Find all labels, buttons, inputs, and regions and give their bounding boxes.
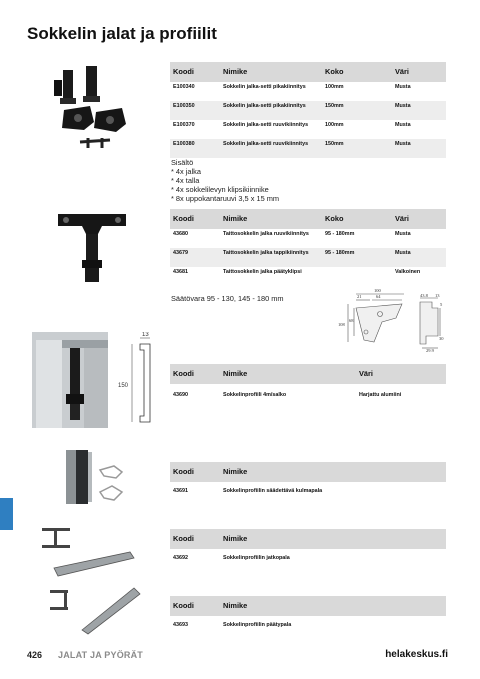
folding-plinth-leg-image <box>52 204 132 286</box>
table-row <box>170 549 446 572</box>
table-row <box>170 482 446 505</box>
header-name: Nimike <box>220 364 356 384</box>
cell-size: 100mm <box>325 84 344 90</box>
cell-code: 43681 <box>173 269 188 275</box>
dim-label: 43.8 <box>420 293 428 298</box>
table-corner-piece <box>170 462 446 505</box>
header-color: Väri <box>392 62 446 82</box>
contents-block <box>171 158 279 203</box>
joint-piece-image <box>38 524 138 582</box>
header-size: Koko <box>322 62 392 82</box>
table-row <box>170 384 446 409</box>
cell-size: 150mm <box>322 139 392 158</box>
page-title: Sokkelin jalat ja profiilit <box>27 24 217 43</box>
contents-item: * 4x sokkelilevyn klipsikiinnike <box>171 185 269 194</box>
dim-label: 21 <box>357 294 362 299</box>
cell-color: Musta <box>392 139 446 158</box>
header-color: Väri <box>356 364 446 384</box>
profile-height-label: 150 <box>118 383 129 389</box>
cell-code: E100340 <box>173 84 195 90</box>
header-code: Koodi <box>170 62 220 82</box>
header-color: Väri <box>392 209 446 229</box>
cell-size: 95 - 180mm <box>322 248 392 267</box>
cell-color: Valkoinen <box>395 269 421 275</box>
cell-size: 95 - 180mm <box>325 231 355 237</box>
cell-name: Taittosokkelin jalka päätyklipsi <box>223 269 302 275</box>
header-code: Koodi <box>170 596 220 616</box>
cell-name: Sokkelinprofiili 4m/salko <box>223 392 287 398</box>
cell-code: 43679 <box>170 248 220 267</box>
cell-name: Taittosokkelin jalka ruuvikiinnitys <box>223 231 309 237</box>
dim-label: 64 <box>376 294 381 299</box>
cell-code: E100350 <box>170 101 220 120</box>
cell-size: 150mm <box>322 101 392 120</box>
table-end-piece <box>170 596 446 639</box>
table-row <box>170 101 446 120</box>
cell-code: 43692 <box>173 555 188 561</box>
cell-code: 43693 <box>173 622 188 628</box>
cell-name: Sokkelin jalka-setti pikakiinnitys <box>220 101 322 120</box>
dim-label: 5 <box>440 302 443 307</box>
plinth-profile-photo <box>32 332 108 428</box>
cell-name: Sokkelinprofiilin päätypala <box>223 622 292 628</box>
cell-name: Taittosokkelin jalka tappikiinnitys <box>220 248 322 267</box>
header-code: Koodi <box>170 462 220 482</box>
header-code: Koodi <box>170 364 220 384</box>
table-row <box>170 82 446 101</box>
header-size: Koko <box>322 209 392 229</box>
dim-label: 108 <box>338 322 345 327</box>
plinth-profile-drawing <box>118 332 158 428</box>
section-tab <box>0 498 13 530</box>
table-row <box>170 616 446 639</box>
profile-width-label: 13 <box>142 332 149 338</box>
cell-code: 43680 <box>173 231 188 237</box>
corner-piece-image <box>60 446 130 508</box>
table-row <box>170 267 446 286</box>
cell-color: Musta <box>395 231 411 237</box>
table-leveling-feet-sets <box>170 62 446 158</box>
table-row <box>170 229 446 248</box>
contents-item: * 8x uppokantaruuvi 3,5 x 15 mm <box>171 194 280 203</box>
table-row <box>170 139 446 158</box>
cell-color: Harjattu alumiini <box>359 392 402 398</box>
cell-code: E100370 <box>173 122 195 128</box>
cell-name: Sokkelin jalka-setti pikakiinnitys <box>223 84 306 90</box>
dim-label: 13 <box>435 293 440 298</box>
technical-drawing <box>326 288 450 354</box>
cell-color: Musta <box>395 84 411 90</box>
section-name: JALAT JA PYÖRÄT <box>58 650 144 660</box>
adjustment-range-note: Säätövara 95 - 130, 145 - 180 mm <box>171 294 284 303</box>
contents-heading: Sisältö <box>171 158 194 167</box>
cell-name: Sokkelin jalka-setti ruuvikiinnitys <box>220 139 322 158</box>
cell-size: 100mm <box>325 122 344 128</box>
header-name: Nimike <box>220 62 322 82</box>
leveling-feet-set-image <box>50 62 145 160</box>
page-number: 426 <box>27 650 43 660</box>
header-name: Nimike <box>220 462 446 482</box>
cell-color: Musta <box>392 101 446 120</box>
table-folding-plinth-legs <box>170 209 446 286</box>
header-name: Nimike <box>220 209 322 229</box>
cell-name: Sokkelinprofiilin jatkopala <box>223 555 290 561</box>
cell-code: E100380 <box>170 139 220 158</box>
cell-color: Musta <box>392 248 446 267</box>
end-piece-image <box>44 584 144 636</box>
header-code: Koodi <box>170 529 220 549</box>
table-joint-piece <box>170 529 446 572</box>
cell-size <box>322 267 392 286</box>
table-row <box>170 248 446 267</box>
dim-label: 30 <box>439 336 444 341</box>
table-plinth-profile <box>170 364 446 409</box>
cell-name: Sokkelinprofiilin säädettävä kulmapala <box>223 488 323 494</box>
table-row <box>170 120 446 139</box>
header-name: Nimike <box>220 529 446 549</box>
contents-item: * 4x talla <box>171 176 200 185</box>
header-name: Nimike <box>220 596 446 616</box>
dim-label: 29.9 <box>426 348 434 353</box>
dim-label: 100 <box>374 288 381 293</box>
header-code: Koodi <box>170 209 220 229</box>
cell-name: Sokkelin jalka-setti ruuvikiinnitys <box>223 122 309 128</box>
dim-label: 68 <box>349 318 354 323</box>
site-name: helakeskus.fi <box>385 649 448 660</box>
contents-item: * 4x jalka <box>171 167 201 176</box>
cell-code: 43691 <box>173 488 188 494</box>
cell-color: Musta <box>395 122 411 128</box>
cell-code: 43690 <box>173 392 188 398</box>
